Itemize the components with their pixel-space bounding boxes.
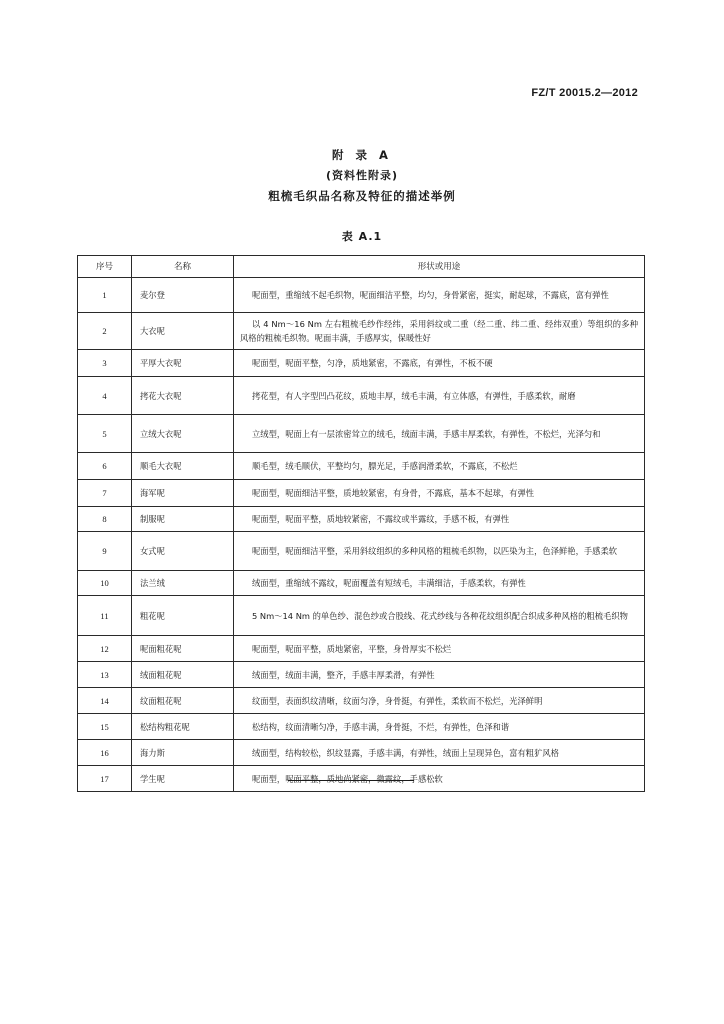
fabric-name: 顺毛大衣呢	[132, 453, 234, 480]
row-number: 14	[78, 688, 132, 714]
fabric-name: 绒面粗花呢	[132, 662, 234, 688]
table-row	[78, 377, 645, 415]
fabric-description	[234, 740, 645, 766]
table-row	[78, 766, 645, 792]
table-row	[78, 350, 645, 377]
fabric-name: 粗花呢	[132, 596, 234, 636]
fabric-name: 松结构粗花呢	[132, 714, 234, 740]
fabric-name: 学生呢	[132, 766, 234, 792]
row-number: 13	[78, 662, 132, 688]
row-number: 12	[78, 636, 132, 662]
row-number: 4	[78, 377, 132, 415]
fabric-description	[234, 453, 645, 480]
table-row	[78, 662, 645, 688]
row-number: 8	[78, 507, 132, 532]
row-number: 1	[78, 278, 132, 313]
fabric-description-text: 呢面型，呢面细洁平整，质地较紧密，有身骨，不露底，基本不起球，有弹性	[252, 488, 535, 498]
fabric-name: 法兰绒	[132, 571, 234, 596]
fabric-description	[234, 662, 645, 688]
row-number: 3	[78, 350, 132, 377]
table-row	[78, 571, 645, 596]
table-row	[78, 453, 645, 480]
header-shape-or-use: 形状或用途	[234, 256, 645, 278]
row-number: 15	[78, 714, 132, 740]
fabric-name: 纹面粗花呢	[132, 688, 234, 714]
fabric-description	[234, 507, 645, 532]
row-number: 16	[78, 740, 132, 766]
table-row	[78, 740, 645, 766]
fabric-name: 海力斯	[132, 740, 234, 766]
fabric-name: 制服呢	[132, 507, 234, 532]
fabric-description	[234, 313, 645, 350]
header-name: 名称	[132, 256, 234, 278]
fabric-description-text: 绒面型，重缩绒不露纹，呢面覆盖有短绒毛，丰满细洁，手感柔软，有弹性	[252, 578, 526, 588]
row-number: 5	[78, 415, 132, 453]
fabric-description	[234, 714, 645, 740]
fabric-description-text: 呢面型，呢面平整，质地较紧密，不露纹或半露纹，手感不板，有弹性	[252, 514, 510, 524]
fabric-description-text: 立绒型，呢面上有一层浓密耸立的绒毛，绒面丰满，手感丰厚柔软，有弹性，不松烂，光泽匀和	[252, 428, 601, 439]
table-row	[78, 480, 645, 507]
table-row	[78, 596, 645, 636]
fabric-description	[234, 571, 645, 596]
header-serial-no: 序号	[78, 256, 132, 278]
fabric-description	[234, 377, 645, 415]
fabric-description	[234, 532, 645, 571]
fabric-description-text: 以 4 Nm～16 Nm 左右粗梳毛纱作经纬，采用斜纹或二重（经二重、纬二重、经纬双重）等组织的多种风格的粗梳毛织物。呢面丰满，手感厚实，保暖性好	[240, 319, 638, 343]
fabric-description-text: 呢面型，呢面平整，质地尚紧密，微露纹，手感松软	[252, 773, 443, 784]
table-row	[78, 278, 645, 313]
fabric-name: 平厚大衣呢	[132, 350, 234, 377]
table-header-row	[78, 256, 645, 278]
fabric-name: 拷花大衣呢	[132, 377, 234, 415]
fabric-description-text: 呢面型，呢面平整，匀净，质地紧密，不露底，有弹性，不板不硬	[252, 358, 493, 368]
fabric-description-text: 绒面型，结构较松，织纹显露，手感丰满，有弹性，绒面上呈现异色，富有粗犷风格	[252, 747, 559, 758]
table-row	[78, 532, 645, 571]
fabric-name: 立绒大衣呢	[132, 415, 234, 453]
fabric-name: 女式呢	[132, 532, 234, 571]
row-number: 9	[78, 532, 132, 571]
fabric-description	[234, 636, 645, 662]
appendix-type: (资料性附录)	[325, 169, 399, 182]
fabric-name: 海军呢	[132, 480, 234, 507]
row-number: 7	[78, 480, 132, 507]
row-number: 17	[78, 766, 132, 792]
fabric-description-text: 顺毛型，绒毛顺伏，平整均匀，膘光足，手感润滑柔软，不露底，不松烂	[252, 461, 518, 471]
standard-code: FZ/T 20015.2—2012	[531, 87, 638, 99]
fabric-description	[234, 278, 645, 313]
fabric-description	[234, 596, 645, 636]
table-caption: 表 A.1	[341, 230, 383, 243]
table-row	[78, 415, 645, 453]
fabric-name: 大衣呢	[132, 313, 234, 350]
row-number: 10	[78, 571, 132, 596]
row-number: 2	[78, 313, 132, 350]
fabric-description-text: 5 Nm～14 Nm 的单色纱、混色纱或合股线、花式纱线与各种花纹组织配合织成多种风格的粗梳毛织物	[252, 610, 628, 621]
fabric-description-text: 呢面型，重缩绒不起毛织物，呢面细洁平整，均匀，身骨紧密，挺实，耐起球，不露底，富有弹性	[252, 290, 609, 300]
fabric-description	[234, 766, 645, 792]
fabric-description-table	[77, 255, 645, 792]
fabric-description-text: 绒面型，绒面丰满，整齐，手感丰厚柔滑，有弹性	[252, 669, 435, 680]
fabric-description-text: 拷花型，有人字型凹凸花纹，质地丰厚，绒毛丰满，有立体感，有弹性，手感柔软，耐磨	[252, 390, 576, 401]
fabric-description	[234, 480, 645, 507]
table-row	[78, 714, 645, 740]
table-row	[78, 507, 645, 532]
fabric-description-text: 松结构，纹面清晰匀净，手感丰满，身骨挺，不烂，有弹性，色泽和谐	[252, 721, 510, 732]
fabric-description	[234, 688, 645, 714]
row-number: 6	[78, 453, 132, 480]
fabric-description-text: 呢面型，呢面细洁平整，采用斜纹组织的多种风格的粗梳毛织物，以匹染为主，色泽鲜艳，手感柔软	[252, 546, 618, 556]
table-row	[78, 688, 645, 714]
fabric-name: 呢面粗花呢	[132, 636, 234, 662]
table-row	[78, 313, 645, 350]
row-number: 11	[78, 596, 132, 636]
table-row	[78, 636, 645, 662]
fabric-name: 麦尔登	[132, 278, 234, 313]
end-of-document-rule	[288, 780, 414, 781]
appendix-subject: 粗梳毛织品名称及特征的描述举例	[268, 189, 456, 203]
appendix-title: 附 录 A	[332, 148, 392, 162]
fabric-description-text: 呢面型，呢面平整，质地紧密，平整，身骨厚实不松烂	[252, 643, 452, 654]
fabric-description	[234, 350, 645, 377]
fabric-description	[234, 415, 645, 453]
fabric-description-text: 纹面型，表面织纹清晰，纹面匀净，身骨挺，有弹性，柔软而不松烂，光泽鲜明	[252, 695, 543, 706]
